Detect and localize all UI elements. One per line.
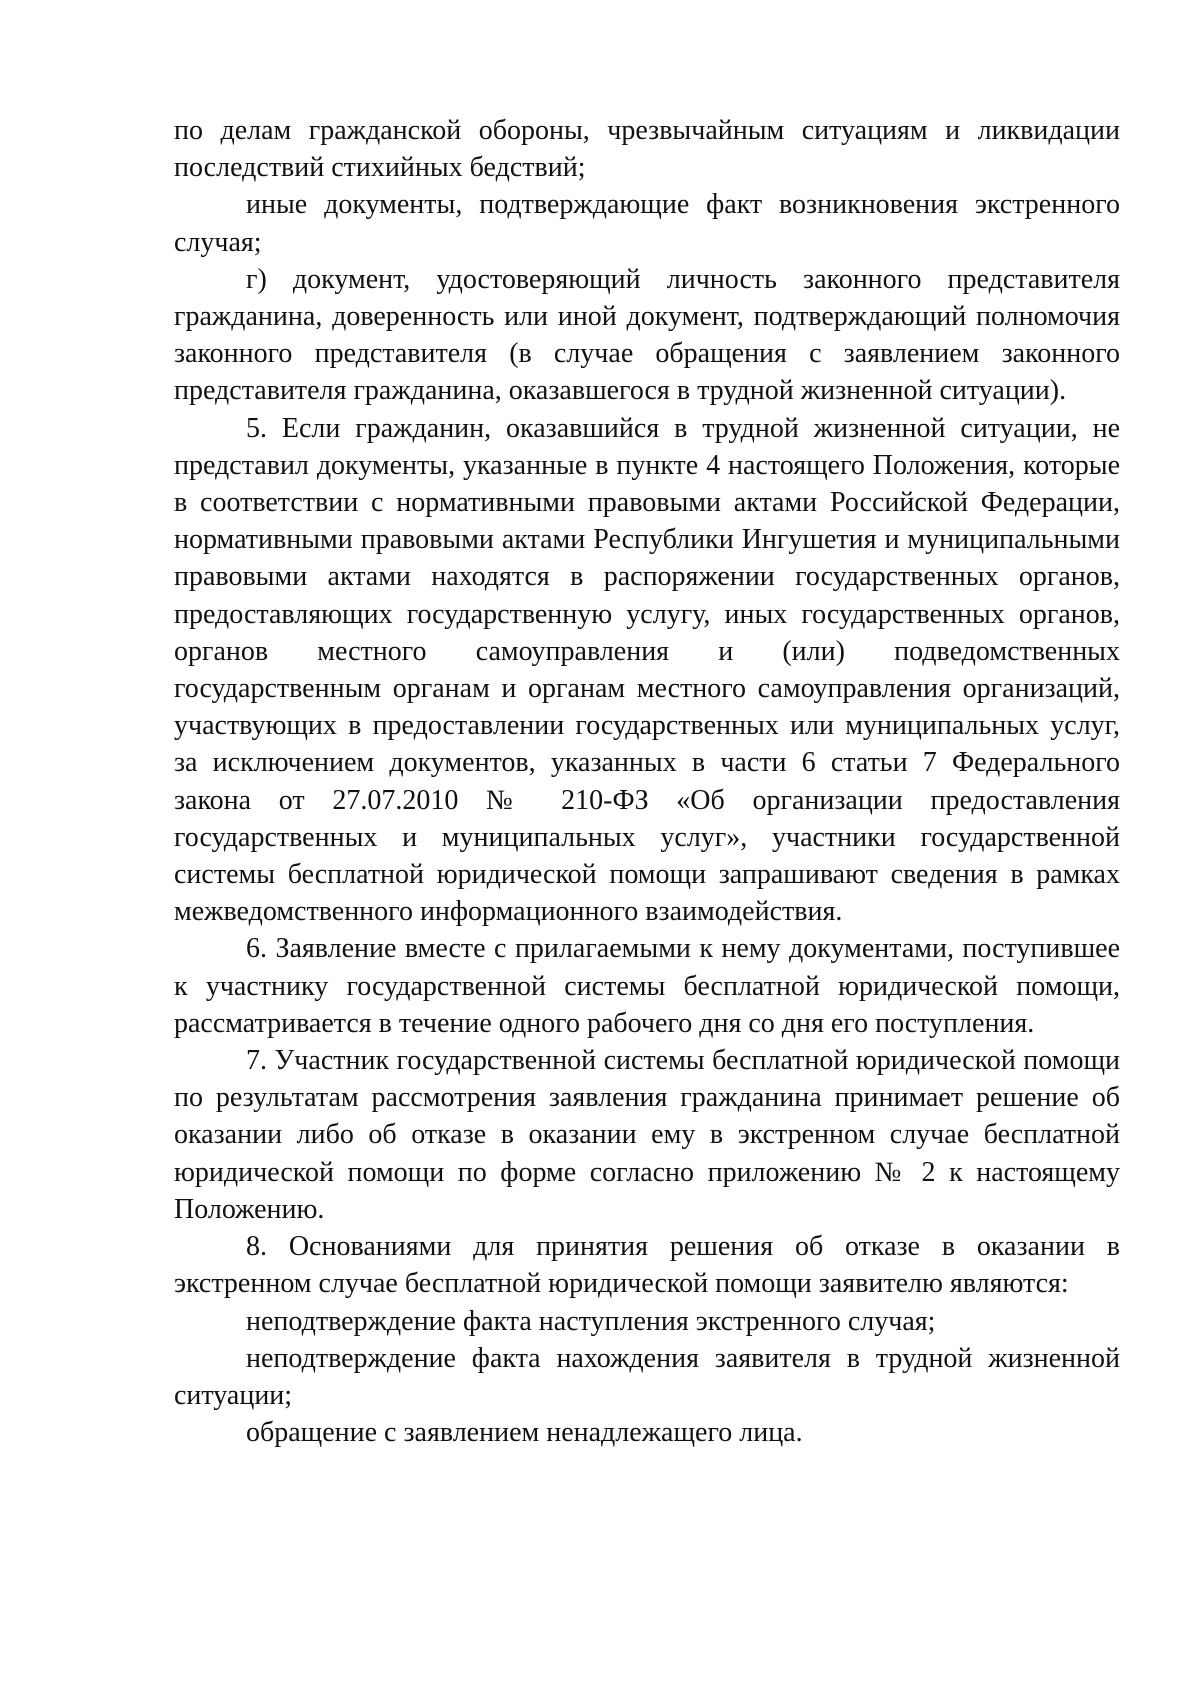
paragraph-item-g-representative-id: г) документ, удостоверяющий личность законного представителя гражданина, доверенность или иной документ, подтверждающий полномочия законного представителя (в случае обращения с заявлением законного представителя гражданина, оказавшегося в трудной жизненной ситуации). — [174, 263, 1120, 407]
paragraph-other-documents: иные документы, подтверждающие факт возникновения экстренного случая; — [174, 189, 1120, 258]
paragraph-clause-6-review-period: 6. Заявление вместе с прилагаемыми к нему документами, поступившее к участнику государственной системы бесплатной юридической помощи, рассматривается в течение одного рабочего дня со дня его поступления. — [174, 933, 1120, 1039]
document-page — [174, 112, 1120, 1451]
paragraph-clause-8-refusal-grounds: 8. Основаниями для принятия решения об отказе в оказании в экстренном случае бесплатной юридической помощи заявителю являются: — [174, 1231, 1120, 1300]
paragraph-refusal-ground-emergency: неподтверждение факта наступления экстренного случая; — [246, 1305, 936, 1337]
paragraph-refusal-ground-situation: неподтверждение факта нахождения заявителя в трудной жизненной ситуации; — [174, 1342, 1120, 1411]
paragraph-clause-7-decision: 7. Участник государственной системы бесплатной юридической помощи по результатам рассмотрения заявления гражданина принимает решение об оказании либо об отказе в оказании ему в экстренном случае бесплатной юридической помощи по форме согласно приложению № 2 к настоящему Положению. — [174, 1045, 1120, 1225]
paragraph-refusal-ground-improper-person: обращение с заявлением ненадлежащего лица. — [246, 1417, 803, 1449]
paragraph-civil-defense-continuation: по делам гражданской обороны, чрезвычайным ситуациям и ликвидации последствий стихийных бедствий; — [174, 115, 1120, 184]
paragraph-clause-5-interagency-request: 5. Если гражданин, оказавшийся в трудной жизненной ситуации, не представил документы, указанные в пункте 4 настоящего Положения, которые в соответствии с нормативными правовыми актами Российской Федерации, нормативными правовыми актами Республики Ингушетия и муниципальными правовыми актами находятся в распоряжении государственных органов, предоставляющих государственную услугу, иных государственных органов, органов местного самоуправления и (или) подведомственных государственным органам и органам местного самоуправления организаций, участвующих в предоставлении государственных или муниципальных услуг, за исключением документов, указанных в части 6 статьи 7 Федерального закона от 27.07.2010 № 210-ФЗ «Об организации предоставления государственных и муниципальных услуг», участники государственной системы бесплатной юридической помощи запрашивают сведения в рамках межведомственного информационного взаимодействия. — [174, 412, 1120, 928]
